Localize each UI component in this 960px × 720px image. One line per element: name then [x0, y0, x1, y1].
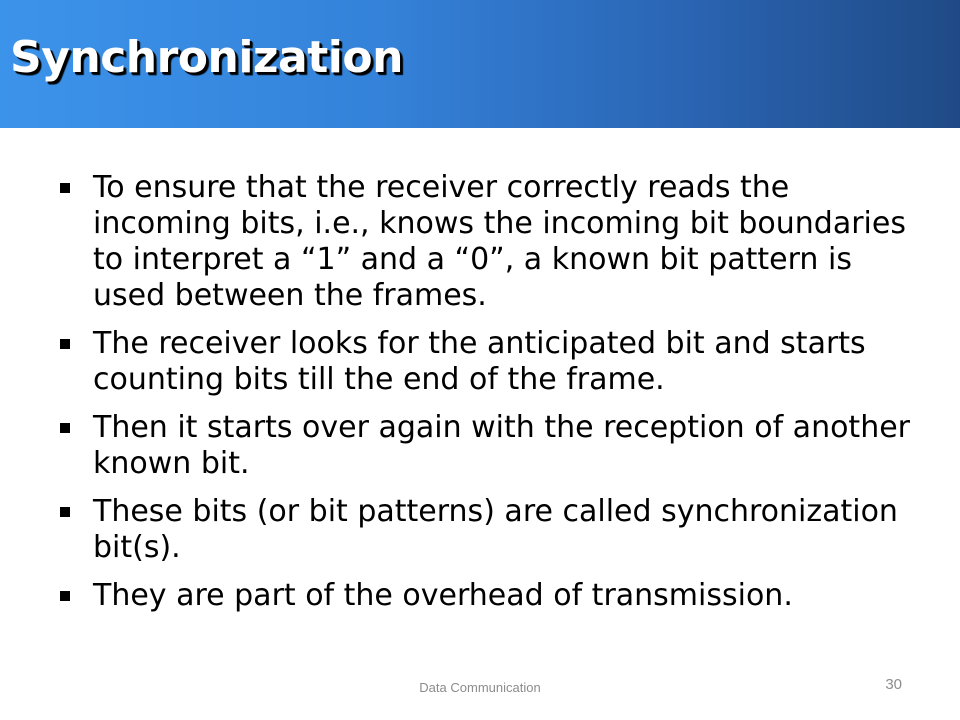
footer-text: Data Communication — [419, 680, 541, 695]
title-bar — [0, 0, 960, 128]
square-bullet-icon — [60, 591, 70, 601]
bullet-text: These bits (or bit patterns) are called synchronization bit(s). — [93, 494, 898, 565]
slide-title: Synchronization — [10, 32, 403, 83]
square-bullet-icon — [60, 183, 70, 193]
bullet-item — [60, 410, 910, 482]
bullet-text: The receiver looks for the anticipated bit and starts counting bits till the end of the frame. — [93, 326, 866, 397]
bullet-text: Then it starts over again with the reception of another known bit. — [93, 410, 911, 481]
square-bullet-icon — [60, 339, 70, 349]
bullet-list — [60, 170, 910, 626]
bullet-item — [60, 494, 910, 566]
page-number: 30 — [885, 676, 902, 693]
bullet-text: They are part of the overhead of transmission. — [93, 578, 793, 613]
bullet-text: To ensure that the receiver correctly reads the incoming bits, i.e., knows the incoming bit boundaries to interpret a “1” and a “0”, a known bit pattern is used between the frames. — [93, 170, 906, 313]
bullet-item — [60, 578, 910, 614]
bullet-item — [60, 326, 910, 398]
square-bullet-icon — [60, 423, 70, 433]
bullet-item — [60, 170, 910, 314]
square-bullet-icon — [60, 507, 70, 517]
